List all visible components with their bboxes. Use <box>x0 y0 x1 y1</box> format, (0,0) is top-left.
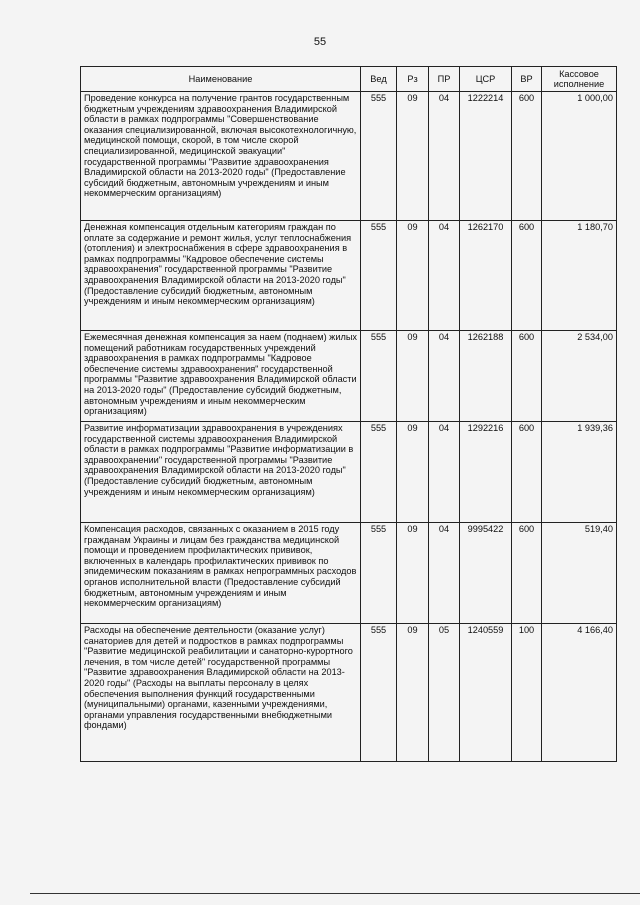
row-rz: 09 <box>397 92 429 221</box>
row-amount: 2 534,00 <box>542 331 617 422</box>
row-csr: 1262170 <box>460 221 512 331</box>
row-pr: 04 <box>429 331 460 422</box>
row-rz: 09 <box>397 422 429 523</box>
budget-table <box>80 66 617 762</box>
table-row <box>81 331 617 422</box>
header-pr: ПР <box>429 67 460 92</box>
table-row <box>81 92 617 221</box>
row-rz: 09 <box>397 523 429 624</box>
row-name: Денежная компенсация отдельным категориям граждан по оплате за содержание и ремонт жилья, услуг теплоснабжения (отопления) и электроснабжения в сфере здравоохранения в рамках подпрограммы "Кадровое обеспечение системы здравоохранения" государственной программы "Развитие здравоохранения Владимирской области на 2013-2020 годы" (Предоставление субсидий бюджетным, автономным учреждениям и иным некоммерческим организациям) <box>81 221 361 331</box>
row-rz: 09 <box>397 331 429 422</box>
row-pr: 04 <box>429 92 460 221</box>
row-ved: 555 <box>361 331 397 422</box>
row-vr: 600 <box>512 331 542 422</box>
row-csr: 1262188 <box>460 331 512 422</box>
row-pr: 05 <box>429 624 460 762</box>
row-name: Компенсация расходов, связанных с оказанием в 2015 году гражданам Украины и лицам без гражданства медицинской помощи и проведением профилактических прививок, включенных в календарь профилактических прививок по эпидемическим показаниям в рамках непрограммных расходов органов исполнительной власти (Предоставление субсидий бюджетным, автономным учреждениям и иным некоммерческим организациям) <box>81 523 361 624</box>
row-amount: 1 000,00 <box>542 92 617 221</box>
row-vr: 600 <box>512 523 542 624</box>
row-pr: 04 <box>429 422 460 523</box>
row-vr: 100 <box>512 624 542 762</box>
header-vr: ВР <box>512 67 542 92</box>
row-ved: 555 <box>361 92 397 221</box>
row-vr: 600 <box>512 422 542 523</box>
table-row <box>81 523 617 624</box>
table-row <box>81 624 617 762</box>
row-pr: 04 <box>429 523 460 624</box>
row-csr: 9995422 <box>460 523 512 624</box>
row-amount: 4 166,40 <box>542 624 617 762</box>
row-csr: 1222214 <box>460 92 512 221</box>
header-ved: Вед <box>361 67 397 92</box>
table-row <box>81 422 617 523</box>
header-amount: Кассовое исполнение <box>542 67 617 92</box>
row-ved: 555 <box>361 221 397 331</box>
row-csr: 1292216 <box>460 422 512 523</box>
row-vr: 600 <box>512 221 542 331</box>
header-name: Наименование <box>81 67 361 92</box>
row-csr: 1240559 <box>460 624 512 762</box>
table-header-row <box>81 67 617 92</box>
row-name: Расходы на обеспечение деятельности (оказание услуг) санаториев для детей и подростков в рамках подпрограммы "Развитие медицинской реабилитации и санаторно-курортного лечения, в том числе детей" государственной программы "Развитие здравоохранения Владимирской области на 2013-2020 годы" (Расходы на выплаты персоналу в целях обеспечения выполнения функций государственными (муниципальными) органами, казенными учреждениями, органами управления государственными внебюджетными фондами) <box>81 624 361 762</box>
row-amount: 1 180,70 <box>542 221 617 331</box>
header-rz: Рз <box>397 67 429 92</box>
row-ved: 555 <box>361 624 397 762</box>
row-ved: 555 <box>361 422 397 523</box>
row-amount: 1 939,36 <box>542 422 617 523</box>
row-amount: 519,40 <box>542 523 617 624</box>
page-bottom-rule <box>30 893 640 894</box>
row-rz: 09 <box>397 624 429 762</box>
row-pr: 04 <box>429 221 460 331</box>
header-csr: ЦСР <box>460 67 512 92</box>
row-vr: 600 <box>512 92 542 221</box>
row-ved: 555 <box>361 523 397 624</box>
row-rz: 09 <box>397 221 429 331</box>
row-name: Ежемесячная денежная компенсация за наем (поднаем) жилых помещений работникам государственных учреждений здравоохранения в рамках подпрограммы "Кадровое обеспечение системы здравоохранения" государственной программы "Развитие здравоохранения Владимирской области на 2013-2020 годы" (Предоставление субсидий бюджетным, автономным учреждениям и иным некоммерческим организациям) <box>81 331 361 422</box>
page-number: 55 <box>313 36 327 48</box>
row-name: Развитие информатизации здравоохранения в учреждениях государственной системы здравоохранения Владимирской области в рамках подпрограммы "Развитие информатизации в здравоохранении" государственной программы "Развитие здравоохранения Владимирской области на 2013-2020 годы" (Предоставление субсидий бюджетным, автономным учреждениям и иным некоммерческим организациям) <box>81 422 361 523</box>
table-row <box>81 221 617 331</box>
row-name: Проведение конкурса на получение грантов государственным бюджетным учреждениям здравоохранения Владимирской области в рамках подпрограммы "Совершенствование оказания специализированной, включая высокотехнологичную, медицинской помощи, скорой, в том числе скорой специализированной, медицинской эвакуации" государственной программы "Развитие здравоохранения Владимирской области на 2013-2020 годы" (Предоставление субсидий бюджетным, автономным учреждениям и иным некоммерческим организациям) <box>81 92 361 221</box>
